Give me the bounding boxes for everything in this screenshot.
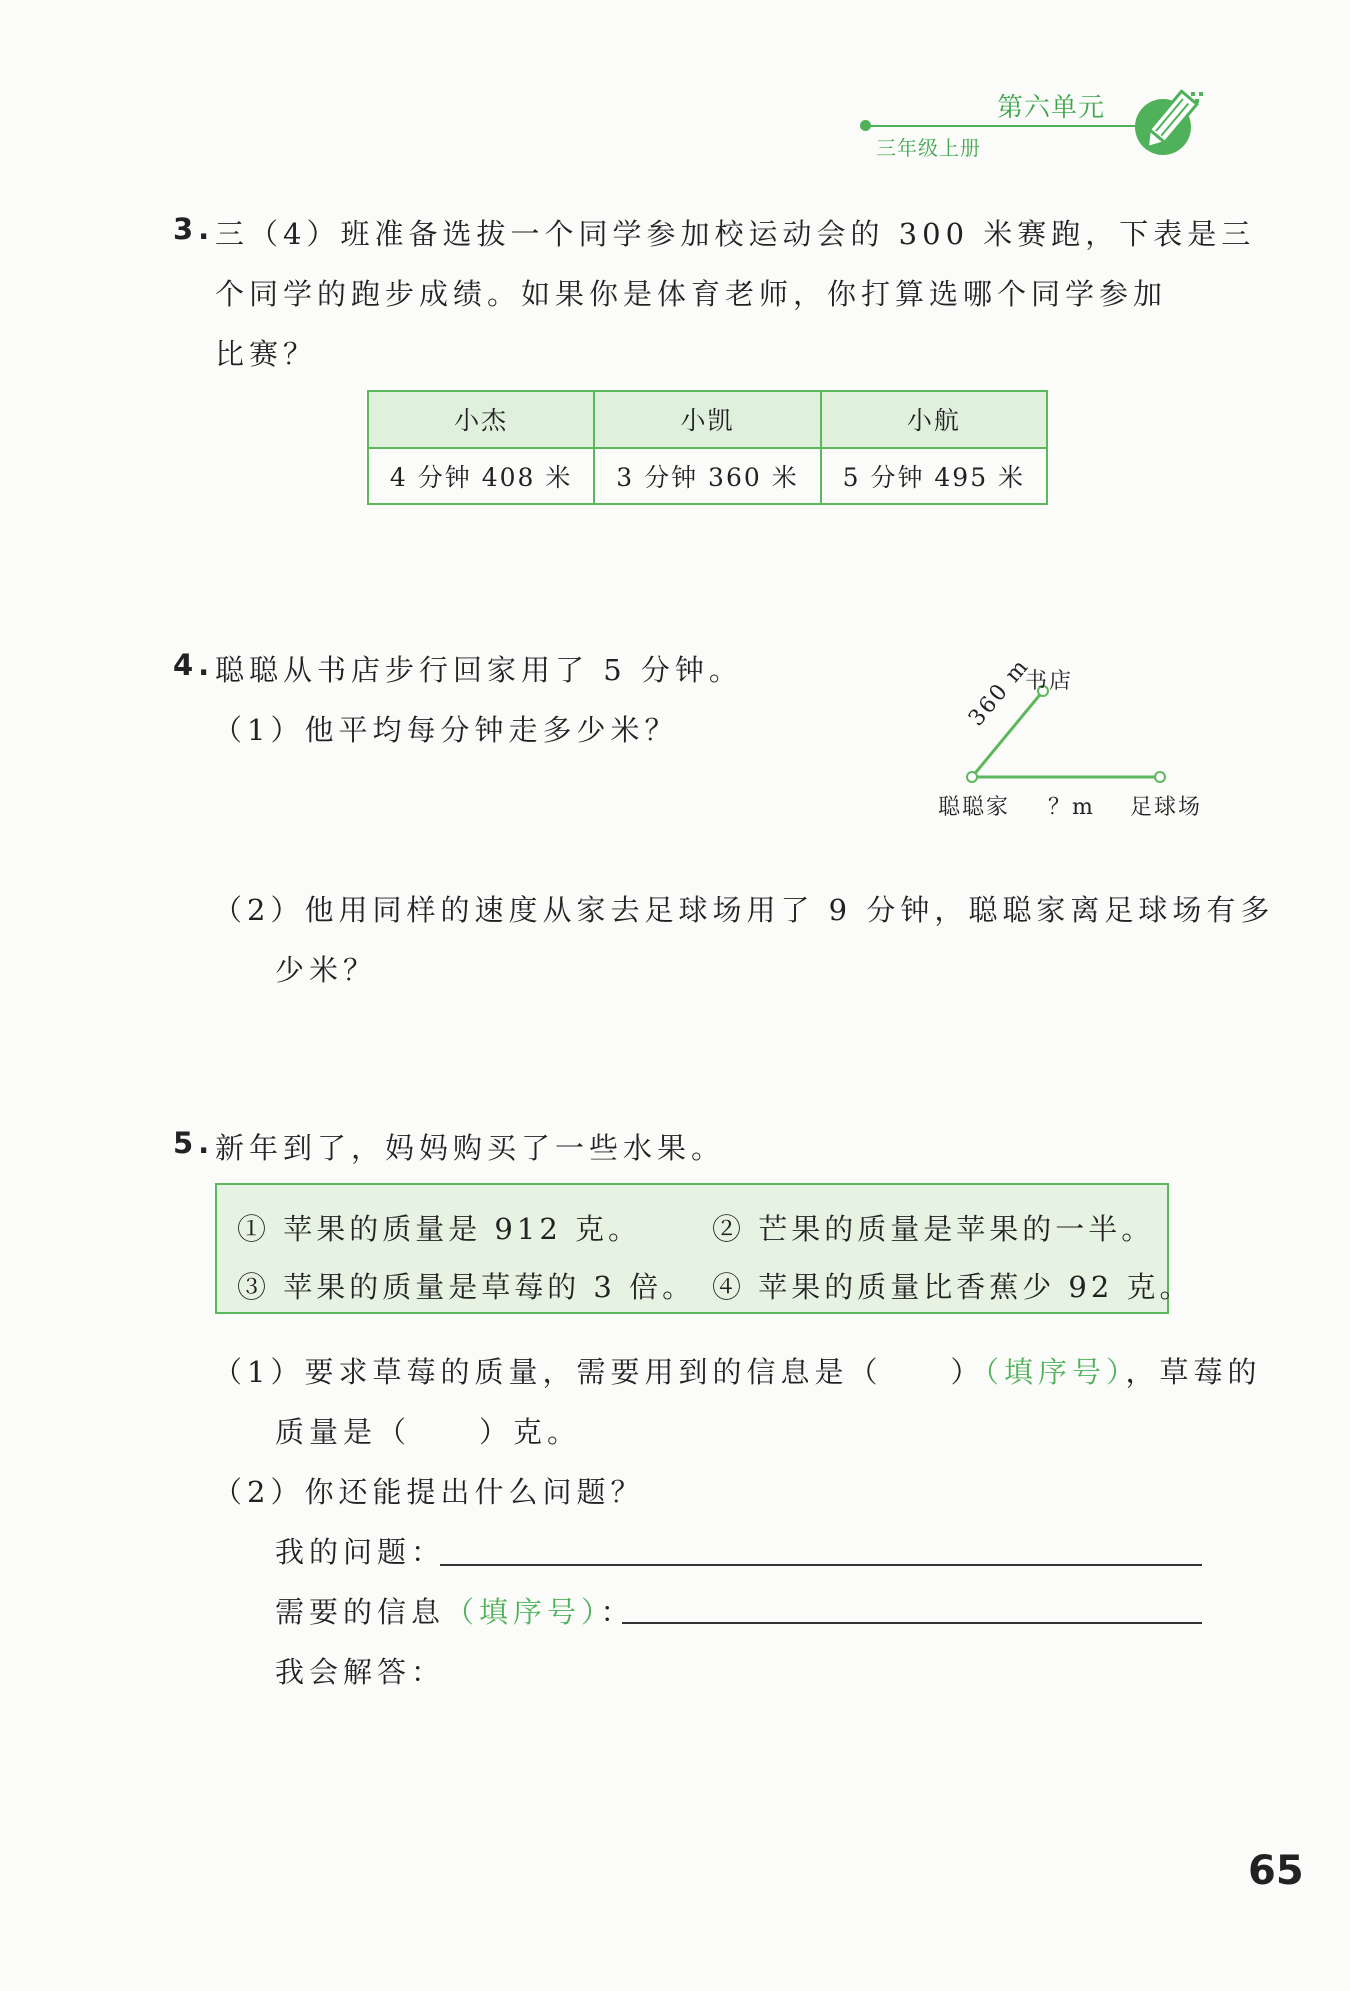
header-rule: [865, 125, 1135, 127]
header-cell-xiaokai: 小凯: [594, 391, 820, 448]
label-football-field: 足球场: [1130, 795, 1203, 820]
cell-xiaokai: 3 分钟 360 米: [594, 448, 820, 505]
header-cell-xiaohang: 小航: [821, 391, 1047, 448]
q3-line3: 比赛？: [215, 337, 318, 371]
q5-sub1-line2: 质量是（ ）克。: [275, 1415, 582, 1449]
table-row: [368, 448, 1047, 505]
needed-info-hint: （填序号）: [445, 1595, 601, 1629]
info-item-1: ① 苹果的质量是 912 克。: [237, 1212, 642, 1246]
label-unknown-distance: ？m: [1048, 795, 1095, 820]
route-diagram: [930, 653, 1210, 820]
needed-info-answer-line[interactable]: [622, 1622, 1202, 1624]
unit-title: 第六单元: [997, 93, 1106, 123]
q4-number: 4.: [173, 648, 215, 682]
q4-sub1: （1）他平均每分钟走多少米？: [213, 713, 679, 747]
q4-sub2-line1: （2）他用同样的速度从家去足球场用了 9 分钟，聪聪家离足球场有多: [213, 893, 1275, 927]
q5-line1: 新年到了，妈妈购买了一些水果。: [215, 1131, 726, 1165]
q3-line2: 个同学的跑步成绩。如果你是体育老师，你打算选哪个同学参加: [215, 277, 1168, 311]
info-item-2: ② 芒果的质量是苹果的一半。: [712, 1212, 1155, 1246]
my-question-label: 我的问题：: [275, 1535, 446, 1569]
cell-xiaohang: 5 分钟 495 米: [821, 448, 1047, 505]
header: [860, 85, 1220, 165]
q5-number: 5.: [173, 1126, 215, 1160]
page-number: 65: [1248, 1848, 1304, 1894]
fruit-info-box: [215, 1183, 1193, 1314]
needed-info-colon: ：: [600, 1595, 635, 1629]
cell-xiaojie: 4 分钟 408 米: [368, 448, 594, 505]
grade-title: 三年级上册: [876, 136, 981, 160]
q5-sub2: （2）你还能提出什么问题？: [213, 1475, 645, 1509]
q4-sub2-line2: 少米？: [275, 953, 378, 987]
running-results-table: [367, 390, 1048, 505]
my-answer-label: 我会解答：: [275, 1655, 446, 1689]
q5-sub1-hint: （填序号）: [984, 1355, 1126, 1389]
label-home: 聪聪家: [938, 795, 1011, 820]
needed-info-label: 需要的信息: [275, 1595, 446, 1629]
q3-line1: 三（4）班准备选拔一个同学参加校运动会的 300 米赛跑，下表是三: [215, 217, 1256, 251]
header-cell-xiaojie: 小杰: [368, 391, 594, 448]
needed-info-row: [275, 1590, 635, 1631]
header-dot: [860, 120, 871, 131]
label-bookstore: 书店: [1025, 669, 1074, 694]
q3-number: 3.: [173, 212, 215, 246]
q4-line1: 聪聪从书店步行回家用了 5 分钟。: [215, 653, 743, 687]
q5-sub1-line1: [213, 1350, 1261, 1391]
table-header-row: [368, 391, 1047, 448]
q5-sub1-tail: ，草莓的: [1125, 1355, 1262, 1389]
info-item-3: ③ 苹果的质量是草莓的 3 倍。: [237, 1270, 696, 1304]
q5-sub1-text: （1）要求草莓的质量，需要用到的信息是（ ）: [213, 1355, 985, 1389]
my-question-answer-line[interactable]: [440, 1564, 1202, 1566]
info-item-4: ④ 苹果的质量比香蕉少 92 克。: [712, 1270, 1193, 1304]
pencil-logo-icon: [1128, 85, 1208, 161]
label-distance-360: 360 m: [964, 653, 1035, 732]
